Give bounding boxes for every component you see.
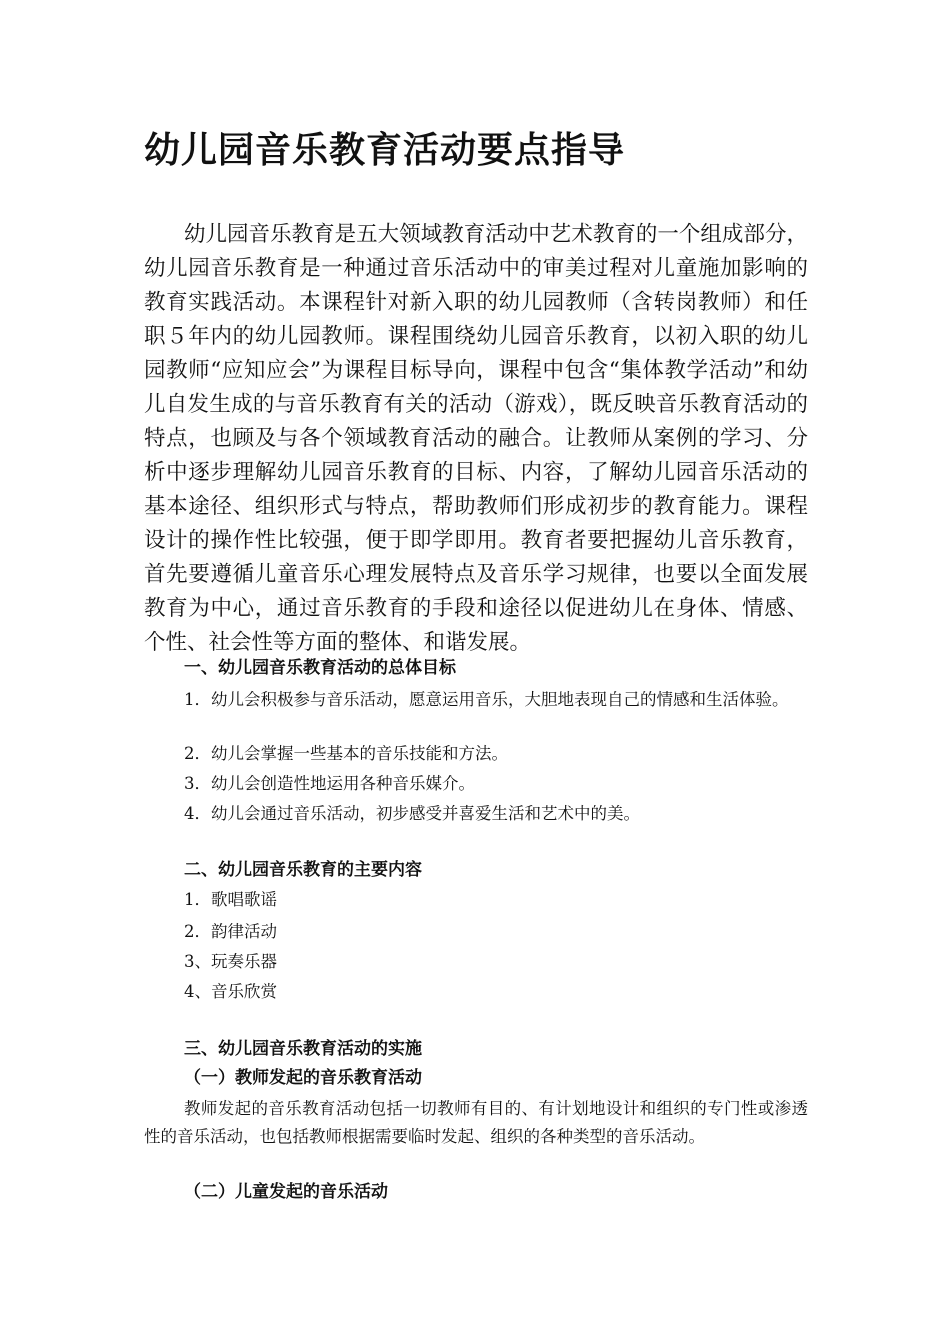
content-item: 2．韵律活动 [184, 922, 277, 941]
goal-item: 4．幼儿会通过音乐活动，初步感受并喜爱生活和艺术中的美。 [184, 804, 640, 823]
section-heading-implementation: 三、幼儿园音乐教育活动的实施 [184, 1039, 422, 1059]
page-title: 幼儿园音乐教育活动要点指导 [144, 130, 626, 171]
subsection-heading-teacher: （一）教师发起的音乐教育活动 [184, 1068, 422, 1088]
section-heading-goals: 一、幼儿园音乐教育活动的总体目标 [184, 658, 456, 678]
goal-item: 2．幼儿会掌握一些基本的音乐技能和方法。 [184, 744, 508, 763]
goal-item: 1．幼儿会积极参与音乐活动，愿意运用音乐，大胆地表现自己的情感和生活体验。 [184, 690, 789, 709]
subsection-heading-child: （二）儿童发起的音乐活动 [184, 1182, 388, 1202]
subsection-paragraph-teacher: 教师发起的音乐教育活动包括一切教师有目的、有计划地设计和组织的专门性或渗透性的音乐活动，也包括教师根据需要临时发起、组织的各种类型的音乐活动。 [144, 1099, 808, 1146]
content-item: 4、音乐欣赏 [184, 982, 277, 1001]
goal-item: 3．幼儿会创造性地运用各种音乐媒介。 [184, 774, 475, 793]
content-item: 1．歌唱歌谣 [184, 890, 277, 909]
intro-paragraph: 幼儿园音乐教育是五大领域教育活动中艺术教育的一个组成部分，幼儿园音乐教育是一种通过音乐活动中的审美过程对儿童施加影响的教育实践活动。本课程针对新入职的幼儿园教师（含转岗教师）和任职５年内的幼儿园教师。课程围绕幼儿园音乐教育，以初入职的幼儿园教师“应知应会”为课程目标导向，课程中包含“集体教学活动”和幼儿自发生成的与音乐教育有关的活动（游戏），既反映音乐教育活动的特点，也顾及与各个领域教育活动的融合。让教师从案例的学习、分析中逐步理解幼儿园音乐教育的目标、内容，了解幼儿园音乐活动的基本途径、组织形式与特点，帮助教师们形成初步的教育能力。课程设计的操作性比较强，便于即学即用。教育者要把握幼儿音乐教育，首先要遵循儿童音乐心理发展特点及音乐学习规律，也要以全面发展教育为中心，通过音乐教育的手段和途径以促进幼儿在身体、情感、个性、社会性等方面的整体、和谐发展。 [144, 222, 808, 655]
content-item: 3、玩奏乐器 [184, 952, 277, 971]
section-heading-content: 二、幼儿园音乐教育的主要内容 [184, 860, 422, 880]
